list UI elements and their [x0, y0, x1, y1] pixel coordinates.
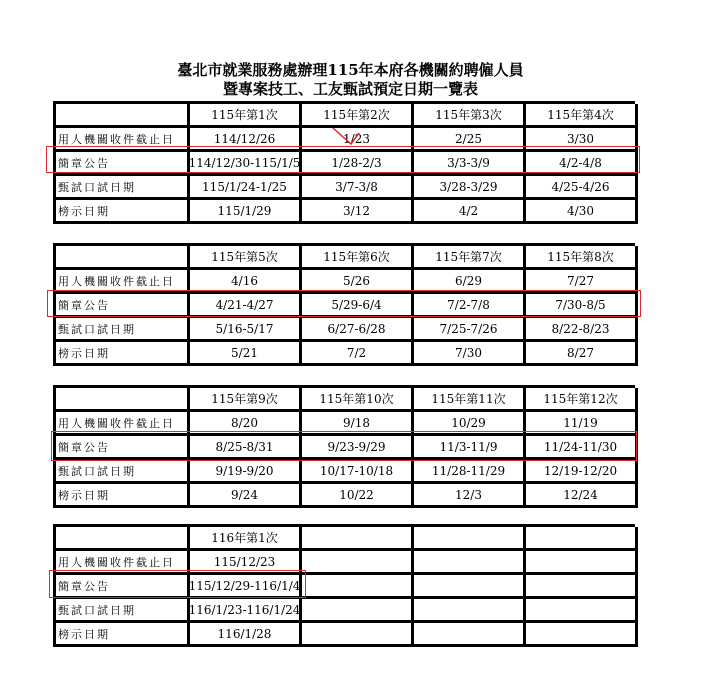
table-cell: 7/30-8/5	[526, 294, 638, 318]
row-label-result-date: 榜示日期	[56, 342, 190, 366]
table-cell: 4/2-4/8	[526, 152, 638, 176]
table-cell: 115/12/23	[190, 551, 302, 575]
header-cell: 115年第7次	[414, 246, 526, 270]
row-label-deadline: 用人機關收件截止日	[56, 412, 190, 436]
row-label-exam-date: 甄試口試日期	[56, 318, 190, 342]
table-cell: 8/20	[190, 412, 302, 436]
corner-cell	[56, 527, 190, 551]
table-cell: 114/12/30-115/1/5	[190, 152, 302, 176]
table-cell: 7/25-7/26	[414, 318, 526, 342]
header-cell	[302, 527, 414, 551]
table-cell: 11/28-11/29	[414, 460, 526, 484]
table-cell	[414, 551, 526, 575]
table-cell: 115/1/24-1/25	[190, 176, 302, 200]
row-label-announcement: 簡章公告	[56, 436, 190, 460]
header-cell: 115年第6次	[302, 246, 414, 270]
header-cell: 115年第10次	[302, 388, 414, 412]
table-cell: 10/22	[302, 484, 414, 508]
table-cell: 4/16	[190, 270, 302, 294]
table-cell	[526, 623, 638, 647]
row-label-result-date: 榜示日期	[56, 623, 190, 647]
table-cell: 11/24-11/30	[526, 436, 638, 460]
header-cell: 115年第12次	[526, 388, 638, 412]
table-cell: 7/2	[302, 342, 414, 366]
header-cell: 115年第3次	[414, 104, 526, 128]
table-cell: 5/26	[302, 270, 414, 294]
table-cell: 3/12	[302, 200, 414, 224]
row-label-result-date: 榜示日期	[56, 484, 190, 508]
table-cell: 1/23	[302, 128, 414, 152]
table-cell: 115/12/29-116/1/4	[190, 575, 302, 599]
table-cell: 6/27-6/28	[302, 318, 414, 342]
table-cell: 11/19	[526, 412, 638, 436]
table-cell: 116/1/28	[190, 623, 302, 647]
table-cell: 11/3-11/9	[414, 436, 526, 460]
table-cell: 10/29	[414, 412, 526, 436]
row-label-exam-date: 甄試口試日期	[56, 599, 190, 623]
header-cell: 115年第11次	[414, 388, 526, 412]
table-cell: 4/21-4/27	[190, 294, 302, 318]
row-label-exam-date: 甄試口試日期	[56, 176, 190, 200]
row-label-announcement: 簡章公告	[56, 294, 190, 318]
header-cell: 115年第1次	[190, 104, 302, 128]
table-cell: 5/29-6/4	[302, 294, 414, 318]
table-cell: 3/30	[526, 128, 638, 152]
table-cell: 8/25-8/31	[190, 436, 302, 460]
table-cell: 5/21	[190, 342, 302, 366]
table-cell	[302, 599, 414, 623]
table-cell	[302, 623, 414, 647]
table-cell: 9/18	[302, 412, 414, 436]
table-cell: 8/27	[526, 342, 638, 366]
header-cell: 115年第2次	[302, 104, 414, 128]
table-cell: 7/27	[526, 270, 638, 294]
table-cell: 3/28-3/29	[414, 176, 526, 200]
document-title-line2: 暨專案技工、工友甄試預定日期一覽表	[222, 80, 478, 98]
header-cell	[526, 527, 638, 551]
table-cell: 1/28-2/3	[302, 152, 414, 176]
table-cell: 4/30	[526, 200, 638, 224]
table-cell: 12/3	[414, 484, 526, 508]
corner-cell	[56, 246, 190, 270]
table-cell: 9/23-9/29	[302, 436, 414, 460]
table-cell: 10/17-10/18	[302, 460, 414, 484]
table-cell: 7/30	[414, 342, 526, 366]
table-cell	[302, 551, 414, 575]
table-cell	[526, 599, 638, 623]
table-cell: 8/22-8/23	[526, 318, 638, 342]
document-title-line1: 臺北市就業服務處辦理115年本府各機關約聘僱人員	[177, 61, 524, 79]
table-cell: 4/25-4/26	[526, 176, 638, 200]
table-cell: 12/24	[526, 484, 638, 508]
table-cell	[526, 551, 638, 575]
row-label-deadline: 用人機關收件截止日	[56, 270, 190, 294]
table-cell	[302, 575, 414, 599]
row-label-result-date: 榜示日期	[56, 200, 190, 224]
table-cell: 3/3-3/9	[414, 152, 526, 176]
table-cell: 6/29	[414, 270, 526, 294]
table-cell: 115/1/29	[190, 200, 302, 224]
row-label-announcement: 簡章公告	[56, 152, 190, 176]
header-cell: 116年第1次	[190, 527, 302, 551]
header-cell: 115年第4次	[526, 104, 638, 128]
table-cell: 2/25	[414, 128, 526, 152]
table-cell: 9/24	[190, 484, 302, 508]
table-cell: 7/2-7/8	[414, 294, 526, 318]
table-cell: 3/7-3/8	[302, 176, 414, 200]
row-label-deadline: 用人機關收件截止日	[56, 551, 190, 575]
corner-cell	[56, 104, 190, 128]
table-cell: 12/19-12/20	[526, 460, 638, 484]
table-cell	[526, 575, 638, 599]
header-cell: 115年第8次	[526, 246, 638, 270]
header-cell	[414, 527, 526, 551]
row-label-deadline: 用人機關收件截止日	[56, 128, 190, 152]
table-cell: 9/19-9/20	[190, 460, 302, 484]
table-cell: 114/12/26	[190, 128, 302, 152]
row-label-announcement: 簡章公告	[56, 575, 190, 599]
header-cell: 115年第9次	[190, 388, 302, 412]
corner-cell	[56, 388, 190, 412]
table-cell	[414, 599, 526, 623]
table-cell: 4/2	[414, 200, 526, 224]
table-cell	[414, 623, 526, 647]
row-label-exam-date: 甄試口試日期	[56, 460, 190, 484]
table-cell: 116/1/23-116/1/24	[190, 599, 302, 623]
table-cell: 5/16-5/17	[190, 318, 302, 342]
header-cell: 115年第5次	[190, 246, 302, 270]
table-cell	[414, 575, 526, 599]
